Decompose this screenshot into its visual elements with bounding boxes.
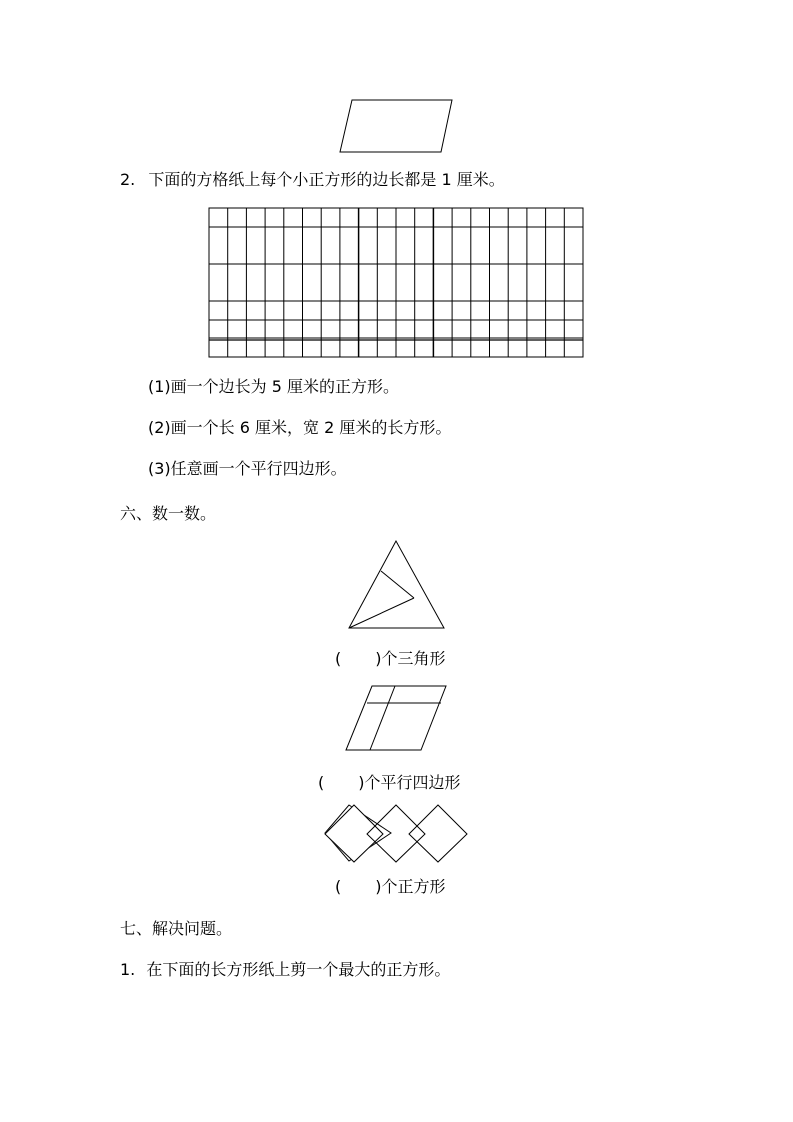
section-7-heading: 七、解决问题。 xyxy=(120,919,233,938)
squares-caption xyxy=(335,876,446,898)
parallelograms-caption-close: )个平行四边形 xyxy=(358,773,461,792)
section-7-question-1 xyxy=(120,959,450,981)
section-7-question-1-number: 1. xyxy=(120,960,136,979)
section-7-question-1-text: 在下面的长方形纸上剪一个最大的正方形。 xyxy=(146,960,451,979)
squares-caption-open: ( xyxy=(335,877,342,896)
q2-item-1: (1)画一个边长为 5 厘米的正方形。 xyxy=(148,377,400,396)
squares-caption-close: )个正方形 xyxy=(375,877,446,896)
q2-item-3: (3)任意画一个平行四边形。 xyxy=(148,459,347,478)
triangles-caption-open: ( xyxy=(335,649,342,668)
q2-item-2: (2)画一个长 6 厘米，宽 2 厘米的长方形。 xyxy=(148,418,452,437)
question-2-number: 2. xyxy=(120,170,136,189)
question-2-text: 下面的方格纸上每个小正方形的边长都是 1 厘米。 xyxy=(148,170,505,189)
parallelograms-caption-open: ( xyxy=(318,773,325,792)
section-6-heading: 六、数一数。 xyxy=(120,504,217,523)
triangles-caption-close: )个三角形 xyxy=(375,649,446,668)
